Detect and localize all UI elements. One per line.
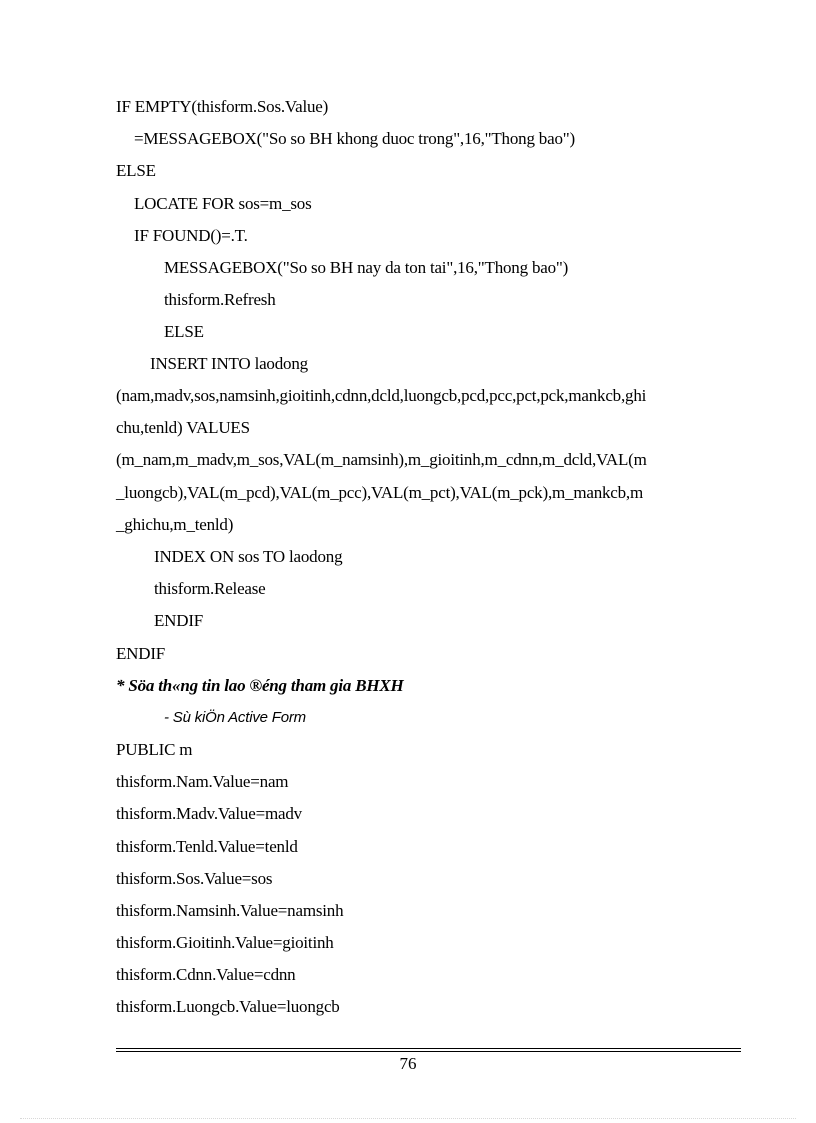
code-line: _luongcb),VAL(m_pcd),VAL(m_pcc),VAL(m_pct),VAL(m_pck),m_mankcb,m xyxy=(116,483,644,502)
code-line: thisform.Gioitinh.Value=gioitinh xyxy=(116,933,334,952)
page-edge-divider xyxy=(20,1118,796,1119)
code-line: ENDIF xyxy=(154,611,204,630)
section-heading: * Söa th«ng tin lao ®éng tham gia BHXH xyxy=(116,676,404,695)
code-line: IF EMPTY(thisform.Sos.Value) xyxy=(116,97,329,116)
code-line: thisform.Nam.Value=nam xyxy=(116,772,289,791)
code-line: MESSAGEBOX("So so BH nay da ton tai",16,"Thong bao") xyxy=(164,258,569,277)
code-line: thisform.Namsinh.Value=namsinh xyxy=(116,901,344,920)
code-line: thisform.Release xyxy=(154,579,266,598)
code-line: _ghichu,m_tenld) xyxy=(116,515,234,534)
page-number: 76 xyxy=(399,1054,417,1073)
code-line: thisform.Madv.Value=madv xyxy=(116,804,302,823)
code-line: INSERT INTO laodong xyxy=(150,354,308,373)
code-line: INDEX ON sos TO laodong xyxy=(154,547,343,566)
event-item: - Sù kiÖn Active Form xyxy=(164,709,306,726)
code-line: thisform.Sos.Value=sos xyxy=(116,869,273,888)
code-line: ELSE xyxy=(164,322,204,341)
code-line: thisform.Luongcb.Value=luongcb xyxy=(116,997,340,1016)
footer-rule-top xyxy=(116,1048,741,1049)
code-line: (m_nam,m_madv,m_sos,VAL(m_namsinh),m_gioitinh,m_cdnn,m_dcld,VAL(m xyxy=(116,450,647,469)
code-line: chu,tenld) VALUES xyxy=(116,418,250,437)
code-line: (nam,madv,sos,namsinh,gioitinh,cdnn,dcld,luongcb,pcd,pcc,pct,pck,mankcb,ghi xyxy=(116,386,647,405)
footer-rule-bottom xyxy=(116,1051,741,1052)
code-line: =MESSAGEBOX("So so BH khong duoc trong",16,"Thong bao") xyxy=(134,129,575,148)
code-line: thisform.Cdnn.Value=cdnn xyxy=(116,965,296,984)
code-line: PUBLIC m xyxy=(116,740,193,759)
code-line: LOCATE FOR sos=m_sos xyxy=(134,194,312,213)
code-line: ELSE xyxy=(116,161,156,180)
code-line: IF FOUND()=.T. xyxy=(134,226,248,245)
code-line: thisform.Tenld.Value=tenld xyxy=(116,837,298,856)
code-line: ENDIF xyxy=(116,644,166,663)
code-line: thisform.Refresh xyxy=(164,290,276,309)
